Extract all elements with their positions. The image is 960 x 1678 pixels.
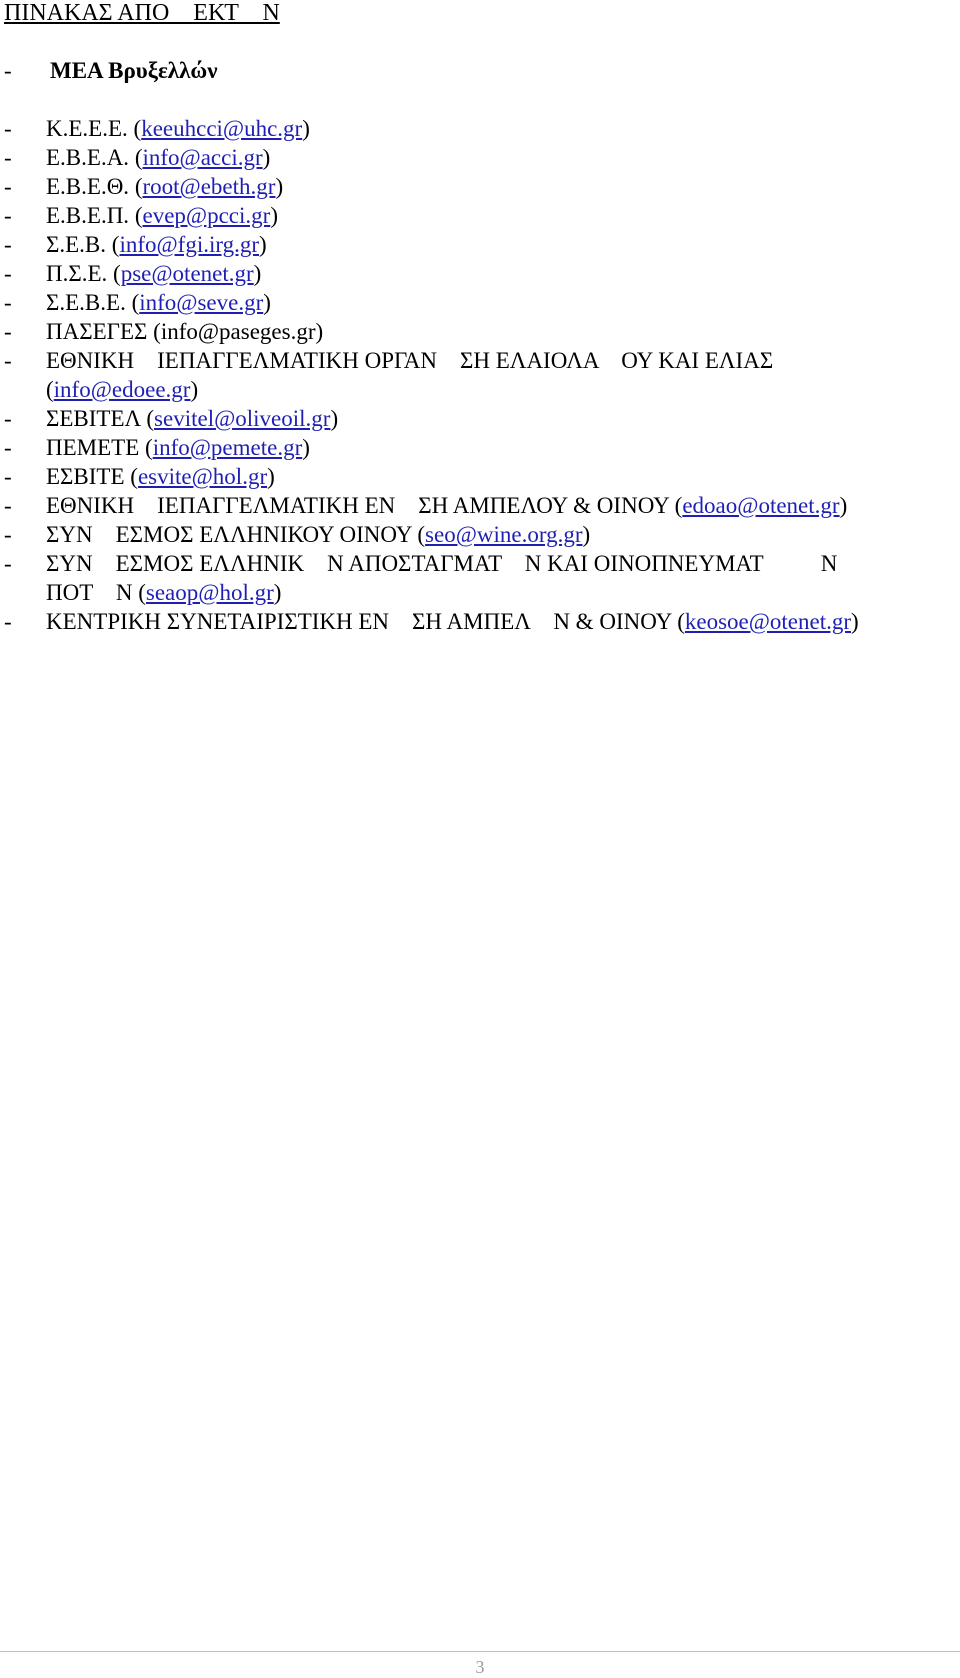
list-item	[4, 491, 949, 520]
list-item	[4, 346, 949, 404]
section-heading-text: ΜΕΑ Βρυξελλών	[50, 58, 218, 83]
list-item	[4, 549, 949, 607]
list-item-text: ΣΕΒΙΤΕΛ (sevitel@oliveoil.gr)	[46, 406, 339, 431]
email-link[interactable]: seaop@hol.gr	[145, 580, 274, 605]
list-item	[4, 433, 949, 462]
list-item	[4, 172, 949, 201]
organization-name: ΠΑΣΕΓΕΣ	[46, 319, 148, 344]
list-item-text: Κ.Ε.Ε.Ε. (keeuhcci@uhc.gr)	[46, 116, 310, 141]
email-link[interactable]: info@acci.gr	[142, 145, 263, 170]
list-item-text: Ε.Β.Ε.Θ. (root@ebeth.gr)	[46, 174, 284, 199]
email-address: info@paseges.gr	[160, 319, 316, 344]
organization-name: ΣΥΝ ΕΣΜΟΣ ΕΛΛΗΝΙΚΟΥ ΟΙΝΟΥ	[46, 522, 412, 547]
list-item-dash: -	[4, 551, 12, 576]
organization-name: Ε.Β.Ε.Α.	[46, 145, 130, 170]
organization-name: ΚΕΝΤΡΙΚΗ ΣΥΝΕΤΑΙΡΙΣΤΙΚΗ ΕΝ ΣΗ ΑΜΠΕΛ Ν & ΟΙΝΟΥ	[46, 609, 672, 634]
organization-name: ΣΕΒΙΤΕΛ	[46, 406, 141, 431]
organization-name: Κ.Ε.Ε.Ε.	[46, 116, 128, 141]
section-heading	[4, 57, 218, 85]
organization-name: Ε.Β.Ε.Θ.	[46, 174, 130, 199]
page-number: 3	[475, 1657, 485, 1677]
list-item-text: ΕΣΒΙΤΕ (esvite@hol.gr)	[46, 464, 275, 489]
organization-name: Σ.Ε.Β.	[46, 232, 107, 257]
list-item-dash: -	[4, 116, 12, 141]
list-item-text: Σ.Ε.Β.Ε. (info@seve.gr)	[46, 290, 271, 315]
list-item-dash: -	[4, 319, 12, 344]
list-item-dash: -	[4, 609, 12, 634]
list-item	[4, 607, 949, 636]
email-link[interactable]: evep@pcci.gr	[142, 203, 271, 228]
list-item-text: Π.Σ.Ε. (pse@otenet.gr)	[46, 261, 262, 286]
list-item	[4, 114, 949, 143]
organization-name: ΕΘΝΙΚΗ ΙΕΠΑΓΓΕΛΜΑΤΙΚΗ ΕΝ ΣΗ ΑΜΠΕΛΟΥ & ΟΙΝΟΥ	[46, 493, 669, 518]
list-item-text: ΕΘΝΙΚΗ ΙΕΠΑΓΓΕΛΜΑΤΙΚΗ ΟΡΓΑΝ ΣΗ ΕΛΑΙΟΛΑ ΟΥ ΚΑΙ ΕΛΙΑΣ (info@edoee.gr)	[46, 348, 774, 402]
recipients-list	[4, 114, 949, 636]
list-item	[4, 462, 949, 491]
list-item-text: ΠΕΜΕΤΕ (info@pemete.gr)	[46, 435, 310, 460]
email-link[interactable]: keeuhcci@uhc.gr	[141, 116, 303, 141]
list-item-text: ΣΥΝ ΕΣΜΟΣ ΕΛΛΗΝΙΚ Ν ΑΠΟΣΤΑΓΜΑΤ Ν ΚΑΙ ΟΙΝΟΠΝΕΥΜΑΤ Ν ΠΟΤ Ν (seaop@hol.gr)	[46, 551, 838, 605]
list-item-dash: -	[4, 232, 12, 257]
list-item-dash: -	[4, 493, 12, 518]
email-link[interactable]: root@ebeth.gr	[142, 174, 276, 199]
list-item-dash: -	[4, 203, 12, 228]
list-item	[4, 201, 949, 230]
email-link[interactable]: info@edoee.gr	[53, 377, 191, 402]
list-item	[4, 230, 949, 259]
list-item-dash: -	[4, 464, 12, 489]
list-item-text: ΣΥΝ ΕΣΜΟΣ ΕΛΛΗΝΙΚΟΥ ΟΙΝΟΥ (seo@wine.org.gr)	[46, 522, 591, 547]
email-link[interactable]: info@seve.gr	[139, 290, 264, 315]
list-item-text: Ε.Β.Ε.Π. (evep@pcci.gr)	[46, 203, 278, 228]
organization-name: Σ.Ε.Β.Ε.	[46, 290, 126, 315]
organization-name: ΕΣΒΙΤΕ	[46, 464, 125, 489]
list-item	[4, 520, 949, 549]
list-item	[4, 317, 949, 346]
footer-divider	[0, 1651, 960, 1652]
email-link[interactable]: keosoe@otenet.gr	[684, 609, 852, 634]
organization-name: Π.Σ.Ε.	[46, 261, 108, 286]
list-item-dash: -	[4, 145, 12, 170]
list-item-text: Σ.Ε.Β. (info@fgi.irg.gr)	[46, 232, 267, 257]
email-link[interactable]: edoao@otenet.gr	[682, 493, 840, 518]
organization-name: ΠΕΜΕΤΕ	[46, 435, 140, 460]
section-dash: -	[4, 58, 12, 83]
list-item	[4, 143, 949, 172]
list-item-dash: -	[4, 261, 12, 286]
list-item	[4, 404, 949, 433]
list-item	[4, 288, 949, 317]
list-item-dash: -	[4, 522, 12, 547]
organization-name: ΣΥΝ ΕΣΜΟΣ ΕΛΛΗΝΙΚ Ν ΑΠΟΣΤΑΓΜΑΤ Ν ΚΑΙ ΟΙΝΟΠΝΕΥΜΑΤ Ν ΠΟΤ Ν	[46, 551, 838, 605]
email-link[interactable]: info@pemete.gr	[152, 435, 303, 460]
list-item-dash: -	[4, 290, 12, 315]
list-item-text: Ε.Β.Ε.Α. (info@acci.gr)	[46, 145, 271, 170]
email-link[interactable]: esvite@hol.gr	[137, 464, 268, 489]
email-link[interactable]: seo@wine.org.gr	[425, 522, 583, 547]
page-title: ΠΙΝΑΚΑΣ ΑΠΟ ΕΚΤ Ν	[4, 0, 280, 26]
list-item-text: ΚΕΝΤΡΙΚΗ ΣΥΝΕΤΑΙΡΙΣΤΙΚΗ ΕΝ ΣΗ ΑΜΠΕΛ Ν & ΟΙΝΟΥ (keosoe@otenet.gr)	[46, 609, 859, 634]
email-link[interactable]: info@fgi.irg.gr	[119, 232, 260, 257]
organization-name: Ε.Β.Ε.Π.	[46, 203, 130, 228]
list-item-text: ΕΘΝΙΚΗ ΙΕΠΑΓΓΕΛΜΑΤΙΚΗ ΕΝ ΣΗ ΑΜΠΕΛΟΥ & ΟΙΝΟΥ (edoao@otenet.gr)	[46, 493, 848, 518]
email-link[interactable]: sevitel@oliveoil.gr	[154, 406, 331, 431]
email-link[interactable]: pse@otenet.gr	[120, 261, 254, 286]
organization-name: ΕΘΝΙΚΗ ΙΕΠΑΓΓΕΛΜΑΤΙΚΗ ΟΡΓΑΝ ΣΗ ΕΛΑΙΟΛΑ ΟΥ ΚΑΙ ΕΛΙΑΣ	[46, 348, 774, 373]
list-item-dash: -	[4, 406, 12, 431]
list-item	[4, 259, 949, 288]
list-item-dash: -	[4, 174, 12, 199]
list-item-text: ΠΑΣΕΓΕΣ (info@paseges.gr)	[46, 319, 324, 344]
list-item-dash: -	[4, 348, 12, 373]
list-item-dash: -	[4, 435, 12, 460]
